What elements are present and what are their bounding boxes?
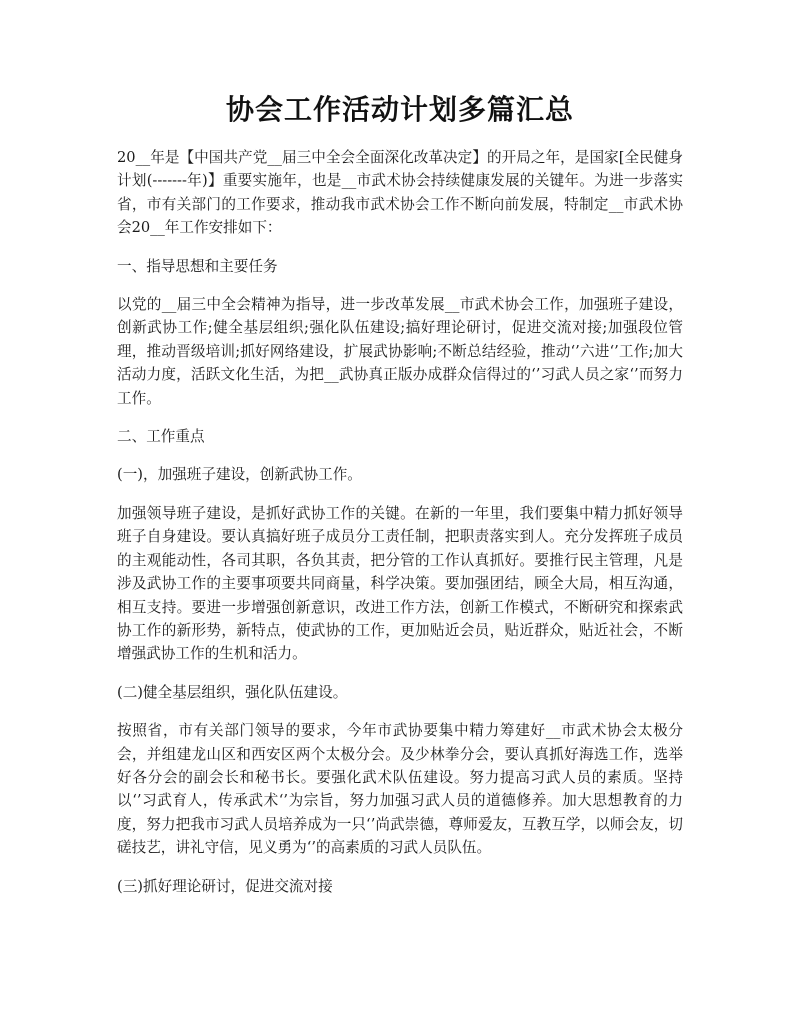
grassroots-organization-paragraph: 按照省，市有关部门领导的要求，今年市武协要集中精力筹建好__市武术协会太极分会，并组建龙山区和西安区两个太极分会。及少林拳分会，要认真抓好海选工作，选举好各分会的副会长和秘书长。要强化武术队伍建设。努力提高习武人员的素质。坚持以‘’习武育人，传承武术‘’为宗旨，努力加强习武人员的道德修养。加大思想教育的力度，努力把我市习武人员培养成为一只‘’尚武崇德，尊师爱友，互教互学，以师会友，切磋技艺，讲礼守信，见义勇为‘’的高素质的习武人员队伍。	[117, 722, 683, 857]
document-title: 协会工作活动计划多篇汇总	[225, 93, 574, 126]
subheading-team-building: (一)，加强班子建设，创新武协工作。	[117, 466, 362, 484]
intro-paragraph: 20__年是【中国共产党__届三中全会全面深化改革决定】的开局之年，是国家[全民健身计划(-------年)】重要实施年，也是__市武术协会持续健康发展的关键年。为进一步落实省，市有关部门的工作要求，推动我市武术协会工作不断向前发展，特制定__市武术协会20__年工作安排如下：	[117, 149, 683, 237]
section-heading-guiding-ideology: 一、指导思想和主要任务	[117, 257, 278, 275]
document-page	[117, 88, 683, 913]
subheading-theory-research: (三)抓好理论研讨，促进交流对接	[117, 877, 333, 895]
team-building-paragraph: 加强领导班子建设，是抓好武协工作的关键。在新的一年里，我们要集中精力抓好领导班子自身建设。要认真搞好班子成员分工责任制，把职责落实到人。充分发挥班子成员的主观能动性，各司其职，各负其责，把分管的工作认真抓好。要推行民主管理，凡是涉及武协工作的主要事项要共同商量，科学决策。要加强团结，顾全大局，相互沟通，相互支持。要进一步增强创新意识，改进工作方法，创新工作模式，不断研究和探索武协工作的新形势，新特点，使武协的工作，更加贴近会员，贴近群众，贴近社会，不断增强武协工作的生机和活力。	[117, 504, 683, 663]
subheading-grassroots-organization: (二)健全基层组织，强化队伍建设。	[117, 683, 348, 701]
guiding-ideology-paragraph: 以党的__届三中全会精神为指导，进一步改革发展__市武术协会工作，加强班子建设，创新武协工作;健全基层组织;强化队伍建设;搞好理论研讨，促进交流对接;加强段位管理，推动晋级培训;抓好网络建设，扩展武协影响;不断总结经验，推动‘’六进‘’工作;加大活动力度，活跃文化生活，为把__武协真正版办成群众信得过的‘’习武人员之家‘’而努力工作。	[117, 296, 683, 407]
section-heading-work-focus: 二、工作重点	[117, 428, 205, 446]
